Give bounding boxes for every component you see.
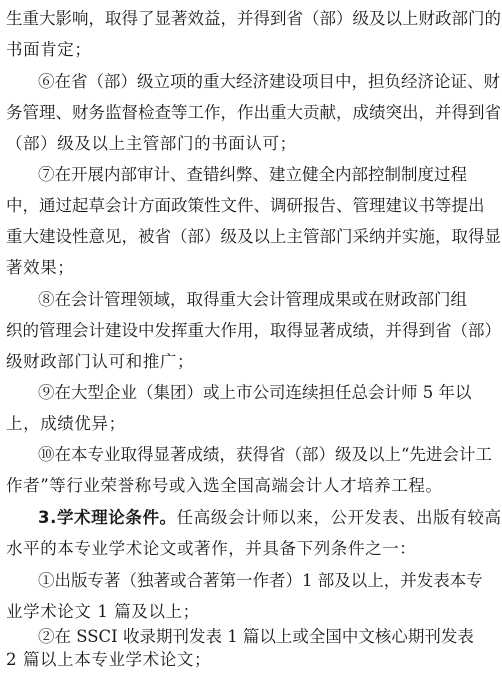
paragraph-8-line: 级财政部门认可和推广； — [6, 352, 195, 371]
paragraph-7-line: 中，通过起草会计方面政策性文件、调研报告、管理建议书等提出 — [6, 196, 485, 215]
paragraph-9-line: 上，成绩优异； — [6, 414, 126, 433]
text-line: 书面肯定； — [6, 40, 92, 59]
section-heading-text: 任高级会计师以来，公开发表、出版有较高 — [176, 508, 502, 527]
paragraph-10-line: ⑩在本专业取得显著成绩，获得省（部）级及以上“先进会计工 — [38, 445, 492, 464]
text-line: 生重大影响，取得了显著效益，并得到省（部）级及以上财政部门的 — [6, 9, 501, 28]
paragraph-6-line: （部）级及以上主管部门的书面认可； — [6, 134, 297, 153]
paragraph-6-line: 务管理、财务监督检查等工作，作出重大贡献，成绩突出，并得到省 — [6, 103, 501, 122]
paragraph-7-line: 重大建设性意见，被省（部）级及以上主管部门采纳并实施，取得显 — [6, 227, 501, 246]
paragraph-7-line: ⑦在开展内部审计、查错纠弊、建立健全内部控制制度过程 — [38, 165, 467, 184]
condition-1-line: ①出版专著（独著或合著第一作者）1 部及以上，并发表本专 — [38, 571, 483, 590]
paragraph-8-line: ⑧在会计管理领域，取得重大会计管理成果或在财政部门组 — [38, 290, 467, 309]
section-3-line: 水平的本专业学术论文或著作，并具备下列条件之一： — [6, 539, 417, 558]
condition-2-line: ②在 SSCI 收录期刊发表 1 篇以上或全国中文核心期刊发表 — [38, 627, 474, 646]
condition-2-line: 2 篇以上本专业学术论文； — [6, 650, 212, 669]
paragraph-6-line: ⑥在省（部）级立项的重大经济建设项目中，担负经济论证、财 — [38, 72, 500, 91]
section-heading — [38, 505, 502, 531]
paragraph-9-line: ⑨在大型企业（集团）或上市公司连续担任总会计师 5 年以 — [38, 383, 472, 402]
paragraph-7-line: 著效果； — [6, 258, 75, 277]
paragraph-8-line: 织的管理会计建设中发挥重大作用，取得显著成绩，并得到省（部） — [6, 321, 501, 340]
condition-1-line: 业学术论文 1 篇及以上； — [6, 602, 200, 621]
section-heading-title: 3.学术理论条件。 — [38, 508, 177, 527]
paragraph-10-line: 作者”等行业荣誉称号或入选全国高端会计人才培养工程。 — [6, 476, 443, 495]
